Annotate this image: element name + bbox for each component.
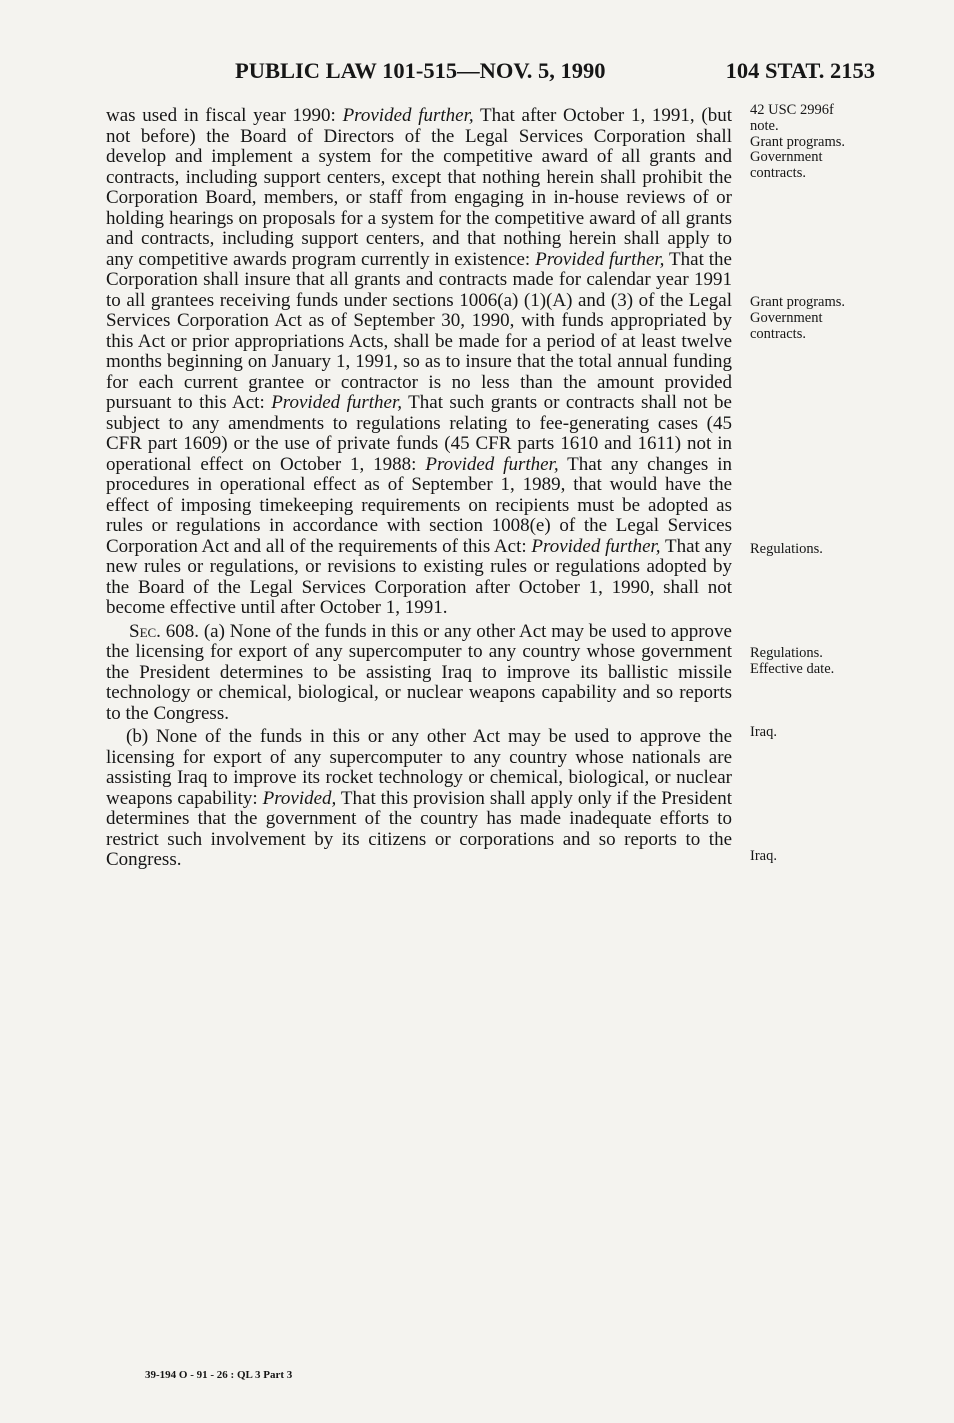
- section-label: Sec.: [129, 620, 161, 642]
- main-text: [106, 106, 732, 871]
- page-header: [235, 58, 875, 90]
- margin-note-grant: Grant programs. Government contracts.: [750, 294, 846, 342]
- margin-note-effective-date: Regulations. Effective date.: [750, 645, 835, 677]
- margin-note-regulations: Regulations.: [750, 541, 823, 557]
- paragraph-sec-608b: (b) None of the funds in this or any other Act may be used to approve the licensing for export of any supercomputer to any country whose nationals are assisting Iraq to improve its rocket technology or chemical, biological, or nuclear weapons capability: Provided, That this provision shall apply only if the President determines that the government of the country has made inadequate efforts to restrict such involvement by its citizens or corporations and so reports to the Congress.: [106, 726, 732, 870]
- print-code-footer: 39-194 O - 91 - 26 : QL 3 Part 3: [145, 1369, 293, 1381]
- paragraph-legal-services: was used in fiscal year 1990: Provided further, That after October 1, 1991, (but not before) the Board of Directors of the Legal Services Corporation shall develop and implement a system for the competitive award of all grants and contracts, including support centers, except that nothing herein shall prohibit the Corporation Board, members, or staff from engaging in in-house reviews of or holding hearings on proposals for a system for the competitive award of all grants and contracts, including support centers, and that nothing herein shall apply to any competitive awards program currently in existence: Provided further, That the Corporation shall insure that all grants and contracts made for calendar year 1991 to all grantees receiving funds under sections 1006(a) (1)(A) and (3) of the Legal Services Corporation Act as of September 30, 1990, with funds appropriated by this Act or prior appropriations Acts, shall be made for a period of at least twelve months beginning on January 1, 1991, so as to insure that the total annual funding for each current grantee or contractor is no less than the amount provided pursuant to this Act: Provided further, That such grants or contracts shall not be subject to any amendments to regulations relating to fee-generating cases (45 CFR part 1609) or the use of private funds (45 CFR parts 1610 and 1611) not in operational effect on October 1, 1988: Provided further, That any changes in procedures in operational effect as of September 1, 1989, that would have the effect of imposing timekeeping requirements on recipients must be adopted as rules or regulations in accordance with section 1008(e) of the Legal Services Corporation Act and all of the requirements of this Act: Provided further, That any new rules or regulations, or revisions to existing rules or regulations adopted by the Board of the Legal Services Corporation after October 1, 1990, shall not become effective until after October 1, 1991.: [106, 105, 732, 618]
- statute-page: 104 STAT. 2153: [725, 58, 875, 83]
- law-citation: PUBLIC LAW 101-515—NOV. 5, 1990: [235, 58, 606, 83]
- margin-note-iraq-b: Iraq.: [750, 848, 777, 864]
- margin-note-usc: 42 USC 2996f note. Grant programs. Government contracts.: [750, 102, 846, 182]
- paragraph-sec-608a: Sec. 608. (a) None of the funds in this or any other Act may be used to approve the licensing for export of any supercomputer to any country whose government the President determines to be assisting Iraq to improve its ballistic missile technology or chemical, biological, or nuclear weapons capability and so reports to the Congress.: [106, 620, 732, 724]
- margin-note-iraq-a: Iraq.: [750, 724, 777, 740]
